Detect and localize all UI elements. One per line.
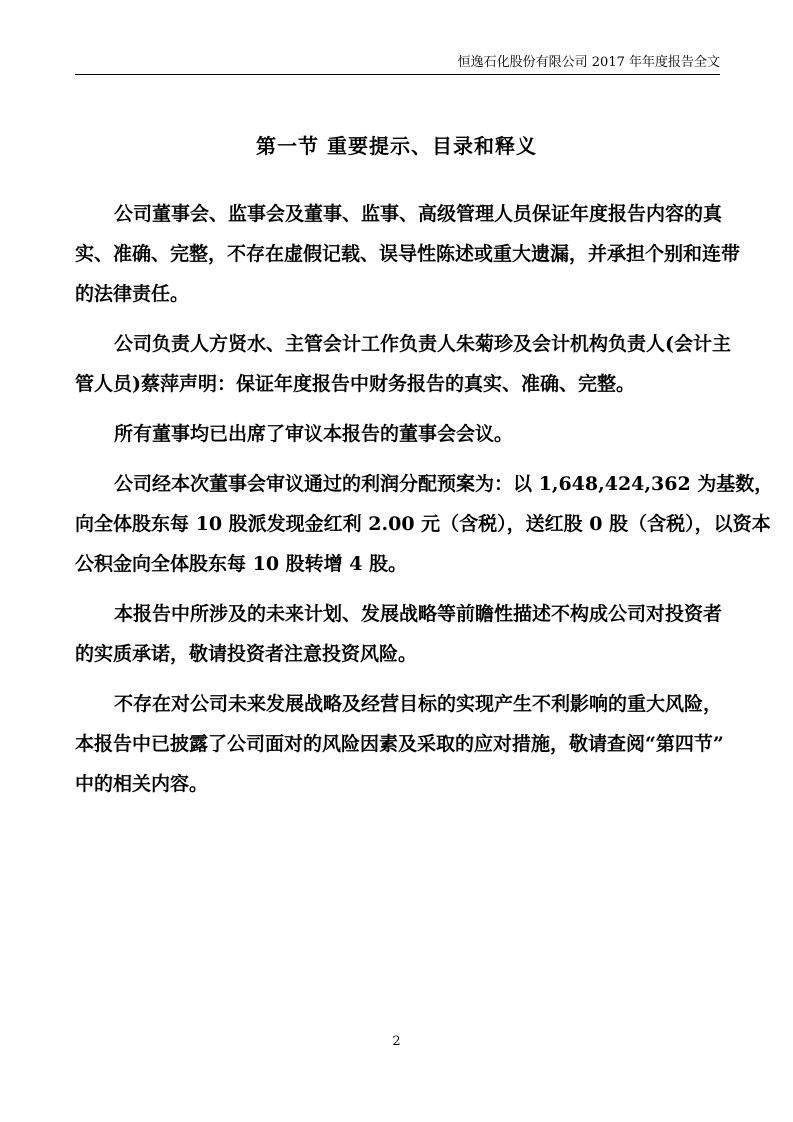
text-line: 公司董事会、监事会及董事、监事、高级管理人员保证年度报告内容的真 xyxy=(114,203,723,225)
page-number: 2 xyxy=(392,1034,401,1049)
text-line: 本报告中所涉及的未来计划、发展战略等前瞻性描述不构成公司对投资者 xyxy=(114,603,723,625)
paragraph-attendance xyxy=(75,418,725,458)
section-title: 第一节 重要提示、目录和释义 xyxy=(256,134,537,158)
paragraph-risk xyxy=(75,688,725,808)
text-line: 中的相关内容。 xyxy=(75,773,209,795)
page-header: 恒逸石化股份有限公司 2017 年年度报告全文 xyxy=(75,54,720,75)
text-line: 管人员)蔡萍声明：保证年度报告中财务报告的真实、准确、完整。 xyxy=(75,373,635,395)
paragraph-forward-looking xyxy=(75,598,725,678)
text-line: 公积金向全体股东每 10 股转增 4 股。 xyxy=(75,553,408,575)
text-line: 所有董事均已出席了审议本报告的董事会会议。 xyxy=(114,423,514,445)
paragraph-responsibility xyxy=(75,198,741,318)
paragraph-profit-distribution xyxy=(75,468,774,588)
text-line: 的实质承诺，敬请投资者注意投资风险。 xyxy=(75,643,418,665)
text-line: 公司负责人方贤水、主管会计工作负责人朱菊珍及会计机构负责人(会计主 xyxy=(114,333,731,355)
text-line: 的法律责任。 xyxy=(75,283,190,305)
paragraph-declaration xyxy=(75,328,731,408)
text-line: 不存在对公司未来发展战略及经营目标的实现产生不利影响的重大风险， xyxy=(114,693,723,715)
text-line: 公司经本次董事会审议通过的利润分配预案为：以 1,648,424,362 为基数， xyxy=(114,473,774,495)
text-line: 向全体股东每 10 股派发现金红利 2.00 元（含税），送红股 0 股（含税），以资本 xyxy=(75,513,771,535)
text-line: 实、准确、完整，不存在虚假记载、误导性陈述或重大遗漏，并承担个别和连带 xyxy=(75,243,741,265)
text-line: 本报告中已披露了公司面对的风险因素及采取的应对措施，敬请查阅“第四节” xyxy=(75,733,724,755)
document-body xyxy=(75,198,774,818)
